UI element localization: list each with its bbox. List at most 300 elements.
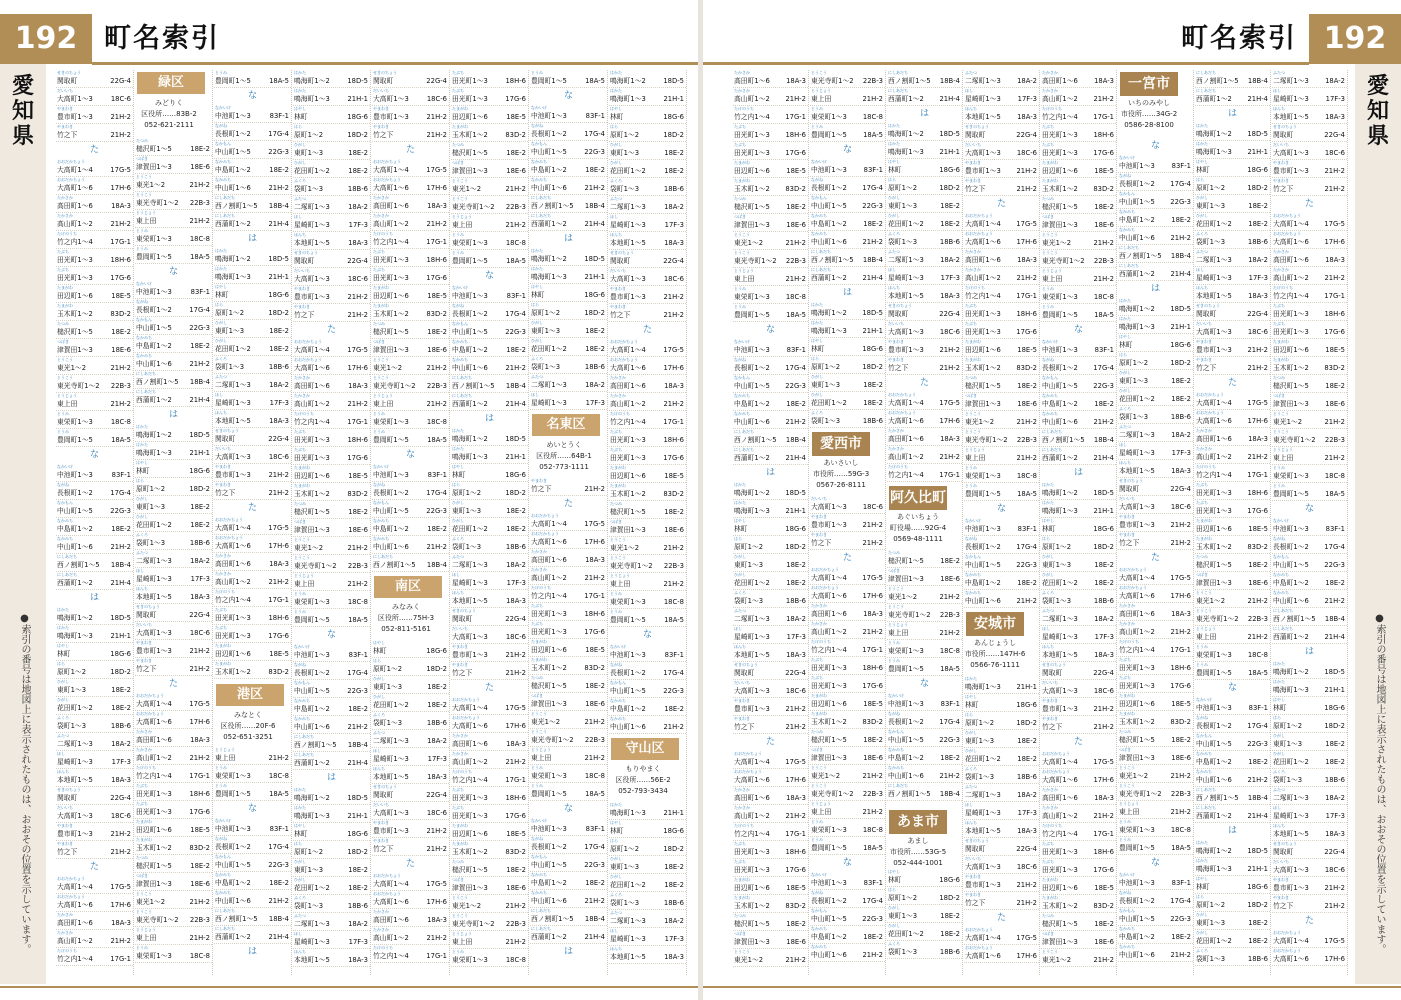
index-entry (1272, 213, 1347, 231)
entry-grid-ref: 21H-2 (426, 364, 447, 372)
entry-reading: たまがわ (610, 465, 626, 470)
entry-reading: たまがわ (610, 483, 626, 488)
entry-reading: ひがし (531, 338, 543, 343)
entry-name: 東光1〜2 (610, 544, 640, 552)
entry-reading: ほし (373, 748, 381, 753)
index-entry (1195, 930, 1270, 948)
entry-grid-ref: 18A-5 (863, 844, 883, 852)
index-entry (887, 123, 962, 141)
entry-name: 林町 (610, 113, 624, 121)
kana-heading: は (326, 773, 336, 783)
entry-grid-ref: 17H-6 (1324, 238, 1345, 246)
entry-reading: なかもん (373, 500, 389, 505)
entry-name: 東光寺町1〜2 (888, 611, 931, 619)
entry-grid-ref: 18B-4 (189, 378, 210, 386)
index-entry (609, 644, 686, 662)
index-entry (451, 357, 528, 375)
entry-grid-ref: 18E-2 (940, 930, 960, 938)
entry-name: 原町1〜2 (1119, 359, 1149, 367)
entry-grid-ref: 18E-2 (863, 381, 883, 389)
entry-reading: ふたつ (1273, 70, 1285, 75)
entry-name: 星崎町1〜3 (965, 95, 1001, 103)
index-entry (372, 70, 449, 88)
entry-grid-ref: 17G-1 (426, 238, 447, 246)
entry-name: 東栄町1〜3 (531, 772, 567, 780)
entry-grid-ref: 18A-2 (269, 381, 289, 389)
index-entry (1041, 160, 1116, 178)
kana-heading: な (1150, 141, 1160, 151)
entry-grid-ref: 18A-3 (1248, 292, 1268, 300)
entry-name: 大高町1〜4 (1273, 220, 1309, 228)
entry-grid-ref: 17F-3 (1094, 633, 1114, 641)
index-entry (810, 374, 885, 392)
entry-reading: たつみ (888, 550, 900, 555)
index-entry (887, 941, 962, 959)
entry-grid-ref: 17G-5 (110, 883, 131, 891)
entry-name: 東上田 (811, 808, 832, 816)
index-entry (530, 872, 607, 890)
entry-grid-ref: 18E-2 (585, 345, 605, 353)
entry-reading: なかみち (373, 518, 389, 523)
index-entry (293, 501, 370, 519)
entry-reading: なかみち (1119, 209, 1135, 214)
entry-reading: おおだかちょう (294, 357, 322, 362)
index-entry (372, 357, 449, 375)
index-entry (733, 626, 808, 644)
entry-reading: はら (965, 712, 973, 717)
entry-reading: とうじょう (136, 927, 156, 932)
entry-reading: ひがし (1273, 751, 1285, 756)
index-entry (1195, 285, 1270, 303)
entry-reading: たまがわ (294, 465, 310, 470)
entry-grid-ref: 18D-2 (1247, 901, 1268, 909)
entry-name: 林町 (452, 471, 466, 479)
entry-reading: たかさか (373, 195, 389, 200)
entry-reading: ほんち (373, 766, 385, 771)
entry-reading: ながね (811, 177, 823, 182)
entry-reading: やまわき (1273, 178, 1289, 183)
entry-name: 袋町1〜3 (215, 363, 245, 371)
entry-name: 長根町1〜2 (888, 718, 924, 726)
index-entry (1118, 263, 1193, 281)
entry-grid-ref: 83D-2 (268, 668, 289, 676)
index-entry (293, 88, 370, 106)
entry-reading: とうじょう (136, 210, 156, 215)
index-entry (609, 357, 686, 375)
entry-reading: ひがし (373, 694, 385, 699)
entry-grid-ref: 18E-2 (269, 345, 289, 353)
index-entry (1041, 142, 1116, 160)
entry-reading: とうじょう (811, 801, 831, 806)
entry-grid-ref: 18C-8 (1324, 472, 1345, 480)
index-entry (135, 228, 212, 246)
index-entry (887, 141, 962, 159)
entry-grid-ref: 21H-2 (189, 665, 210, 673)
page-number: 192 (0, 14, 92, 64)
kana-heading: は (89, 593, 99, 603)
entry-reading: はかた (888, 141, 900, 146)
entry-name: 東光1〜2 (294, 544, 324, 552)
entry-grid-ref: 21H-2 (584, 184, 605, 192)
entry-name: 大高町1〜4 (888, 399, 924, 407)
entry-reading: せきのちょう (610, 250, 634, 255)
entry-name: 東栄町1〜3 (734, 293, 770, 301)
entry-grid-ref: 21H-1 (862, 327, 883, 335)
entry-grid-ref: 21H-4 (584, 220, 605, 228)
entry-reading: ひがし (1042, 554, 1054, 559)
entry-reading: ほんち (965, 106, 977, 111)
index-entry (135, 568, 212, 586)
index-entry (887, 231, 962, 249)
entry-reading: つばき (734, 214, 746, 219)
entry-name: 大高町1〜6 (57, 184, 93, 192)
entry-reading: たけのうち (734, 823, 754, 828)
index-entry (810, 514, 885, 532)
entry-reading: とうこう (531, 711, 547, 716)
index-entry (1272, 124, 1347, 142)
index-entry (214, 553, 291, 571)
entry-grid-ref: 18D-2 (268, 309, 289, 317)
index-entry (530, 639, 607, 657)
index-entry (530, 392, 607, 410)
entry-name: 鳴海町1〜2 (57, 614, 93, 622)
index-entry (530, 854, 607, 872)
index-entry (733, 518, 808, 536)
entry-name: 中池町1〜3 (1119, 879, 1155, 887)
entry-grid-ref: 22G-3 (505, 328, 526, 336)
entry-grid-ref: 18E-2 (190, 521, 210, 529)
entry-name: 高田町1〜6 (215, 560, 251, 568)
entry-name: 玉木町1〜2 (734, 185, 770, 193)
entry-reading: たかさか (215, 553, 231, 558)
entry-name: 中山町1〜5 (531, 861, 567, 869)
entry-grid-ref: 21H-2 (110, 364, 131, 372)
entry-name: 長根町1〜2 (136, 306, 172, 314)
entry-name: 豊市町1〜3 (1196, 346, 1232, 354)
entry-name: 星崎町1〜3 (965, 809, 1001, 817)
heading-reading: あまし (907, 837, 929, 845)
index-column (451, 70, 529, 975)
entry-grid-ref: 18E-2 (111, 328, 131, 336)
index-entry (372, 339, 449, 357)
entry-reading: はかた (215, 266, 227, 271)
ward-heading: 緑区 (137, 72, 205, 94)
entry-name: 高山町1〜2 (57, 220, 93, 228)
entry-reading: はら (610, 838, 618, 843)
entry-name: 玉木町1〜2 (452, 848, 488, 856)
entry-name: 中池町1〜3 (610, 651, 646, 659)
index-entry (293, 70, 370, 88)
index-entry (733, 877, 808, 895)
entry-name: 高田町1〜6 (1042, 794, 1078, 802)
index-entry (214, 783, 291, 801)
entry-reading: ながね (610, 662, 622, 667)
entry-name: 関取町 (734, 669, 755, 677)
entry-reading: だいいち (215, 446, 231, 451)
entry-grid-ref: 18E-2 (506, 507, 526, 515)
entry-grid-ref: 18C-6 (785, 687, 806, 695)
index-entry (887, 550, 962, 568)
entry-grid-ref: 18E-2 (348, 149, 368, 157)
index-entry (56, 231, 133, 249)
entry-reading: ひがし (294, 877, 306, 882)
entry-grid-ref: 22G-4 (268, 435, 289, 443)
entry-grid-ref: 18B-6 (939, 948, 960, 956)
index-entry (609, 411, 686, 429)
entry-reading: つばき (1042, 931, 1054, 936)
index-entry (1195, 715, 1270, 733)
index-entry (810, 747, 885, 765)
entry-name: 花田町1〜2 (811, 399, 847, 407)
index-entry (1041, 644, 1116, 662)
entry-grid-ref: 22G-3 (939, 736, 960, 744)
index-entry (1195, 70, 1270, 88)
entry-name: 中池町1〜3 (215, 112, 251, 120)
index-entry (451, 124, 528, 142)
entry-grid-ref: 17G-1 (663, 418, 684, 426)
index-entry (214, 410, 291, 428)
entry-grid-ref: 21H-4 (1170, 270, 1191, 278)
index-entry (1041, 769, 1116, 787)
kana-heading: な (1150, 858, 1160, 868)
index-entry (530, 890, 607, 908)
entry-grid-ref: 21H-2 (426, 131, 447, 139)
index-entry (887, 249, 962, 267)
entry-grid-ref: 21H-2 (1247, 364, 1268, 372)
index-entry (451, 232, 528, 250)
entry-grid-ref: 22G-4 (1324, 131, 1345, 139)
entry-reading: とうこう (811, 765, 827, 770)
index-entry (372, 820, 449, 838)
index-entry (964, 766, 1039, 784)
entry-reading: たけのうち (1196, 464, 1216, 469)
index-entry (293, 931, 370, 949)
entry-reading: たつみ (734, 913, 746, 918)
index-entry (1195, 572, 1270, 590)
entry-grid-ref: 21H-1 (584, 273, 605, 281)
index-entry (530, 549, 607, 567)
entry-name: 関取町 (452, 615, 473, 623)
index-entry (1272, 429, 1347, 447)
index-entry (810, 159, 885, 177)
entry-name: 長根町1〜2 (1042, 364, 1078, 372)
entry-reading: おおだかちょう (1273, 213, 1301, 218)
entry-name: 大高町1〜4 (965, 934, 1001, 942)
index-entry (451, 859, 528, 877)
entry-grid-ref: 21H-2 (862, 772, 883, 780)
index-entry (733, 662, 808, 680)
entry-grid-ref: 17G-1 (584, 592, 605, 600)
entry-reading: ふたつ (452, 554, 464, 559)
index-entry (887, 88, 962, 106)
index-entry (530, 836, 607, 854)
entry-name: 袋町1〜3 (965, 773, 995, 781)
entry-reading: たけのうち (965, 285, 985, 290)
entry-grid-ref: 18E-5 (1171, 700, 1191, 708)
entry-reading: だいいち (1273, 859, 1289, 864)
entry-reading: なかみち (215, 159, 231, 164)
entry-name: 鳴海町1〜2 (888, 130, 924, 138)
entry-grid-ref: 21H-1 (1170, 323, 1191, 331)
entry-reading: とうみ (888, 640, 900, 645)
entry-grid-ref: 21H-4 (110, 579, 131, 587)
index-entry (1041, 304, 1116, 322)
entry-name: 高田町1〜6 (734, 77, 770, 85)
entry-grid-ref: 18C-6 (862, 503, 883, 511)
entry-grid-ref: 18E-2 (348, 866, 368, 874)
entry-reading: たまがわ (1273, 357, 1289, 362)
entry-reading: せきのちょう (965, 838, 989, 843)
entry-name: 竹之内1〜4 (1119, 646, 1155, 654)
entry-grid-ref: 18E-2 (427, 683, 447, 691)
entry-reading: たまがわ (811, 711, 827, 716)
entry-grid-ref: 18G-6 (663, 827, 684, 835)
entry-name: 西蒲町1〜2 (452, 400, 488, 408)
index-entry (135, 514, 212, 532)
entry-grid-ref: 21H-1 (268, 273, 289, 281)
entry-grid-ref: 18D-2 (584, 309, 605, 317)
entry-grid-ref: 18B-4 (1247, 794, 1268, 802)
left-sidebar (0, 64, 46, 984)
index-entry (609, 88, 686, 106)
entry-reading: やまわき (1119, 514, 1135, 519)
office-info (609, 764, 677, 797)
index-entry (135, 622, 212, 640)
entry-name: 津賀田1〜3 (888, 575, 924, 583)
entry-reading: ほし (888, 267, 896, 272)
index-entry (1272, 231, 1347, 249)
index-entry (372, 730, 449, 748)
index-entry (135, 460, 212, 478)
entry-name: 東光寺町1〜2 (811, 790, 854, 798)
entry-grid-ref: 18G-6 (1247, 883, 1268, 891)
ward-heading: 南区 (374, 576, 442, 598)
entry-reading: たぶち (1273, 303, 1285, 308)
entry-reading: はやし (610, 820, 622, 825)
entry-grid-ref: 18E-2 (348, 508, 368, 516)
entry-reading: やまわき (734, 716, 750, 721)
entry-reading: たつみ (734, 196, 746, 201)
index-entry (530, 675, 607, 693)
entry-name: 東町1〜3 (811, 381, 841, 389)
entry-reading: たつみ (136, 138, 148, 143)
entry-reading: はかた (1196, 858, 1208, 863)
index-entry (214, 141, 291, 159)
entry-grid-ref: 18E-5 (1094, 167, 1114, 175)
index-entry (1118, 532, 1193, 550)
index-entry (1118, 424, 1193, 442)
index-entry (56, 697, 133, 715)
entry-grid-ref: 18H-6 (862, 664, 883, 672)
entry-name: 鳴海町1〜3 (1196, 148, 1232, 156)
entry-grid-ref: 18D-2 (1093, 543, 1114, 551)
index-entry (733, 859, 808, 877)
entry-reading: たかさか (1119, 603, 1135, 608)
entry-reading: たかさか (734, 787, 750, 792)
entry-reading: たまがわ (965, 339, 981, 344)
entry-grid-ref: 22G-4 (426, 77, 447, 85)
entry-grid-ref: 18E-6 (506, 884, 526, 892)
index-entry (964, 676, 1039, 694)
index-entry (1272, 357, 1347, 375)
index-entry (1272, 339, 1347, 357)
entry-name: 豊市町1〜3 (373, 827, 409, 835)
entry-name: 星崎町1〜3 (888, 274, 924, 282)
entry-name: 東光寺町1〜2 (57, 382, 100, 390)
entry-reading: なかいけ (531, 105, 547, 110)
index-entry (451, 285, 528, 303)
entry-reading: にしあだち (136, 389, 156, 394)
kana-heading: は (1150, 284, 1160, 294)
entry-reading: なかみち (1273, 590, 1289, 595)
entry-grid-ref: 21H-2 (1016, 881, 1037, 889)
entry-name: 槌沢町1〜5 (1273, 382, 1309, 390)
entry-reading: おおだかちょう (610, 357, 638, 362)
entry-grid-ref: 83F-1 (1171, 162, 1191, 170)
index-entry (1041, 536, 1116, 554)
index-entry (451, 178, 528, 196)
entry-reading: ほし (965, 802, 973, 807)
entry-name: 二塚町1〜3 (1119, 431, 1155, 439)
index-entry (451, 787, 528, 805)
index-entry (372, 393, 449, 411)
entry-name: 西ノ割町1〜5 (888, 77, 931, 85)
index-entry (1041, 608, 1116, 626)
entry-name: 豊岡町1〜5 (965, 490, 1001, 498)
entry-name: 長根町1〜2 (1119, 180, 1155, 188)
entry-grid-ref: 17F-3 (111, 758, 131, 766)
entry-reading: ふくろ (610, 178, 622, 183)
entry-reading: たかさか (1119, 621, 1135, 626)
entry-grid-ref: 18A-5 (585, 77, 605, 85)
entry-reading: たつみ (1042, 196, 1054, 201)
index-entry (964, 820, 1039, 838)
entry-reading: なかいけ (1196, 697, 1212, 702)
entry-grid-ref: 21H-2 (785, 95, 806, 103)
entry-name: 中山町1〜6 (610, 723, 646, 731)
index-entry (293, 339, 370, 357)
entry-grid-ref: 22G-4 (110, 77, 131, 85)
entry-grid-ref: 21H-2 (1324, 167, 1345, 175)
entry-reading: だいいち (373, 88, 389, 93)
index-entry (810, 249, 885, 267)
index-entry (733, 931, 808, 949)
entry-name: 田光町1〜3 (57, 274, 93, 282)
entry-reading: やまわき (1273, 895, 1289, 900)
index-entry (451, 805, 528, 823)
entry-reading: はかた (811, 302, 823, 307)
entry-reading: ほんち (294, 232, 306, 237)
entry-name: 東光1〜2 (965, 418, 995, 426)
entry-name: 袋町1〜3 (57, 722, 87, 730)
index-entry (135, 873, 212, 891)
entry-name: 竹之内1〜4 (294, 418, 330, 426)
entry-grid-ref: 18A-3 (1171, 467, 1191, 475)
entry-name: 中島町1〜2 (215, 879, 251, 887)
index-entry (135, 909, 212, 927)
entry-name: 中山町1〜6 (811, 238, 847, 246)
entry-name: 中島町1〜2 (1042, 400, 1078, 408)
entry-grid-ref: 17G-1 (1324, 292, 1345, 300)
entry-reading: ひがし (373, 676, 385, 681)
entry-grid-ref: 21H-2 (785, 705, 806, 713)
entry-reading: つばき (965, 393, 977, 398)
entry-grid-ref: 17F-3 (664, 935, 684, 943)
entry-grid-ref: 18A-3 (111, 202, 131, 210)
entry-grid-ref: 21H-2 (862, 539, 883, 547)
entry-name: 中山町1〜5 (452, 328, 488, 336)
index-entry (372, 303, 449, 321)
